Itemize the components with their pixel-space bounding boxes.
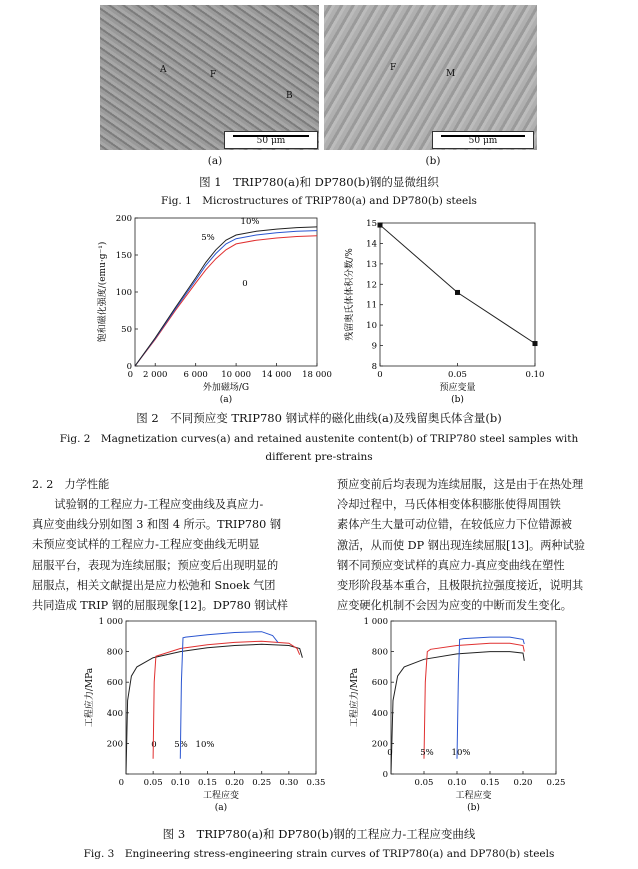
section-heading: 2. 2 力学性能 [32, 478, 110, 491]
data-point [533, 341, 538, 346]
fig1-caption-en: Fig. 1 Microstructures of TRIP780(a) and DP780(b) steels [161, 195, 477, 207]
series-line [380, 225, 535, 344]
fig2-caption-en-2: different pre-strains [265, 451, 373, 463]
x-tick-label: 0.05 [448, 370, 467, 380]
y-tick-label: 0 [126, 362, 132, 372]
right-line: 钢不同预应变试样的真应力-真应变曲线在塑性 [337, 558, 565, 572]
y-tick-label: 800 [371, 647, 388, 658]
x-tick-label: 0 [118, 778, 124, 788]
x-axis-label: 工程应变 [202, 791, 240, 801]
right-line: 变形阶段基本重合，且极限抗拉强度接近，说明其 [337, 579, 584, 593]
right-line: 冷却过程中，马氏体相变体积膨胀使得周围铁 [337, 498, 561, 512]
data-point [455, 290, 460, 295]
x-tick-label: 0.05 [143, 778, 163, 788]
marker-a-A: A [160, 65, 167, 75]
y-tick-label: 400 [106, 708, 123, 719]
fig1-label-b: (b) [425, 155, 441, 167]
chart-fig3b [345, 615, 570, 815]
x-tick-label: 0.10 [525, 370, 545, 380]
left-line: 未预应变试样的工程应力-工程应变曲线无明显 [32, 538, 260, 552]
panel-label: (b) [451, 395, 464, 405]
panel-label: (a) [214, 803, 228, 813]
right-column [337, 475, 632, 616]
series-label: 10% [451, 748, 471, 758]
series-line [135, 236, 317, 366]
x-tick-label: 2 000 [143, 370, 168, 380]
fig3-caption-cn: 图 3 TRIP780(a)和 DP780(b)钢的工程应力-工程应变曲线 [162, 827, 476, 841]
y-tick-label: 14 [366, 239, 377, 250]
y-tick-label: 50 [121, 325, 132, 335]
y-axis-label: 饱和磁化强度/(emu·g⁻¹) [98, 241, 108, 343]
marker-b-F: F [390, 63, 397, 73]
right-line: 预应变前后均表现为连续屈服，这是由于在热处理 [337, 478, 584, 491]
series-label: 5% [420, 748, 434, 758]
y-axis-label: 工程应力/MPa [350, 667, 360, 728]
data-point [378, 223, 383, 228]
y-tick-label: 12 [366, 280, 377, 291]
micrograph-b [324, 5, 537, 150]
y-tick-label: 15 [366, 219, 377, 229]
scale-bar-a: 50 μm [224, 131, 318, 149]
left-line: 真应变曲线分别如图 3 和图 4 所示。TRIP780 钢 [32, 518, 282, 532]
x-axis-label: 预应变量 [439, 383, 476, 393]
y-axis-label: 工程应力/MPa [85, 667, 95, 728]
chart-fig2b [340, 215, 550, 405]
scale-bar-b: 50 μm [432, 131, 534, 149]
x-tick-label: 0.20 [513, 778, 533, 788]
x-tick-label: 10 000 [221, 370, 251, 380]
series-label: 5% [201, 233, 215, 243]
y-tick-label: 600 [371, 678, 388, 689]
y-tick-label: 8 [371, 362, 377, 372]
y-tick-label: 1 000 [363, 617, 388, 627]
x-tick-label: 0.05 [414, 778, 434, 788]
y-tick-label: 13 [366, 259, 377, 270]
x-axis-label: 外加磁场/G [202, 383, 250, 393]
x-tick-label: 0.10 [170, 778, 190, 788]
fig1-caption-cn: 图 1 TRIP780(a)和 DP780(b)钢的显微组织 [199, 175, 439, 189]
series-line [135, 227, 317, 366]
y-tick-label: 150 [115, 251, 132, 261]
y-tick-label: 9 [371, 341, 377, 352]
x-tick-label: 0.30 [279, 778, 299, 788]
x-tick-label: 0.20 [225, 778, 245, 788]
series-label: 10% [195, 740, 215, 750]
series-line [126, 644, 302, 774]
x-tick-label: 0.25 [252, 778, 272, 788]
x-tick-label: 0.15 [480, 778, 500, 788]
x-tick-label: 0.35 [306, 778, 326, 788]
fig2-caption-cn: 图 2 不同预应变 TRIP780 钢试样的磁化曲线(a)及残留奥氏体含量(b) [136, 411, 502, 425]
left-line: 屈服平台，表现为连续屈服；预应变后出现明显的 [32, 558, 279, 572]
y-tick-label: 200 [115, 214, 132, 224]
marker-a-B: B [286, 91, 293, 101]
y-tick-label: 10 [366, 321, 377, 332]
left-line: 屈服点，相关文献提出是应力松弛和 Snoek 气团 [32, 578, 276, 592]
left-column [32, 495, 322, 616]
series-label: 10% [240, 217, 260, 227]
series-label: 0 [387, 748, 393, 758]
x-tick-label: 0.10 [447, 778, 467, 788]
series-line [457, 637, 524, 759]
chart-fig3a [80, 615, 330, 815]
x-axis-label: 工程应变 [455, 791, 492, 801]
x-tick-label: 0.15 [197, 778, 217, 788]
right-line: 激活，从而使 DP 钢出现连续屈服[13]。两种试验 [337, 538, 585, 552]
y-axis-label: 残留奥氏体体积分数/% [345, 248, 355, 341]
y-tick-label: 400 [371, 708, 388, 719]
marker-a-F: F [210, 70, 217, 80]
x-tick-label: 0 [377, 370, 383, 380]
fig2-caption-en-1: Fig. 2 Magnetization curves(a) and retained austenite content(b) of TRIP780 steel samples with [59, 433, 579, 445]
left-line: 试验钢的工程应力-工程应变曲线及真应力- [32, 498, 264, 511]
series-line [424, 643, 524, 759]
series-label: 5% [174, 740, 188, 750]
left-line: 共同造成 TRIP 钢的屈服现象[12]。DP780 钢试样 [32, 599, 288, 613]
y-tick-label: 0 [382, 770, 388, 780]
y-tick-label: 1 000 [98, 617, 123, 627]
fig1-label-a: (a) [207, 155, 223, 167]
x-tick-label: 18 000 [302, 370, 332, 380]
x-tick-label: 14 000 [261, 370, 292, 380]
panel-label: (b) [467, 803, 480, 813]
x-tick-label: 6 000 [183, 370, 208, 380]
series-label: 0 [242, 279, 248, 289]
y-tick-label: 200 [371, 739, 388, 750]
y-tick-label: 200 [106, 739, 123, 750]
y-tick-label: 100 [115, 288, 132, 298]
right-line: 素体产生大量可动位错，在较低应力下位错源被 [337, 518, 572, 532]
micrograph-a [100, 5, 319, 150]
y-tick-label: 600 [106, 678, 123, 689]
series-label: 0 [151, 740, 157, 750]
y-tick-label: 11 [366, 300, 377, 311]
fig3-caption-en: Fig. 3 Engineering stress-engineering strain curves of TRIP780(a) and DP780(b) steels [83, 848, 555, 860]
chart-fig2a [95, 210, 332, 405]
series-line [135, 231, 317, 366]
marker-b-M: M [446, 69, 456, 79]
x-tick-label: 0 [127, 370, 133, 380]
x-tick-label: 0.25 [546, 778, 566, 788]
y-tick-label: 800 [106, 647, 123, 658]
panel-label: (a) [219, 395, 233, 405]
right-line: 应变硬化机制不会因为应变的中断而发生变化。 [337, 599, 572, 613]
